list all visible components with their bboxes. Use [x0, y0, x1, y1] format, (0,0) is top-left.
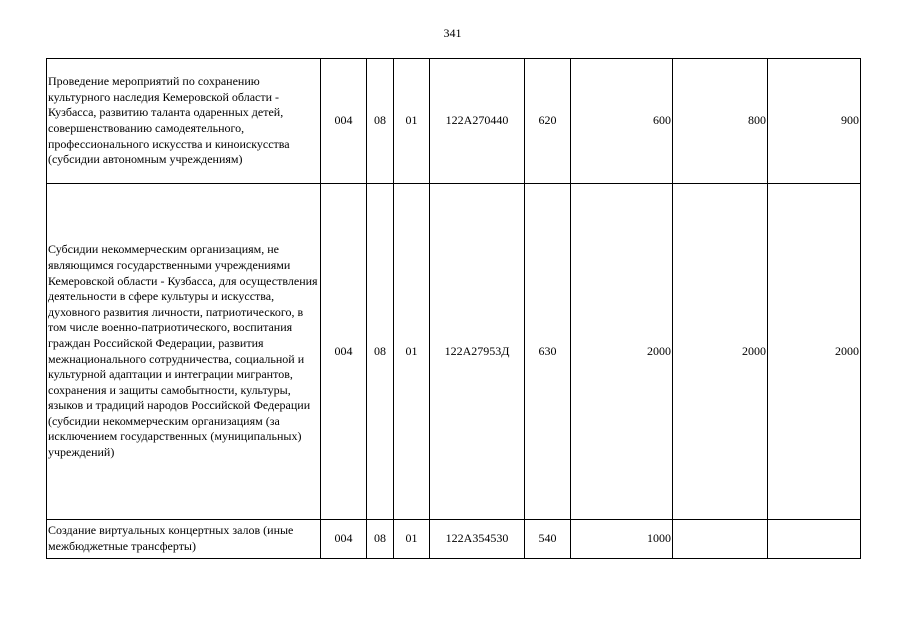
amount-year-2: 2000	[673, 184, 768, 520]
subsection-code: 01	[394, 184, 430, 520]
target-article-code: 122A27953Д	[430, 184, 525, 520]
target-article-code: 122A270440	[430, 59, 525, 184]
amount-year-1: 2000	[571, 184, 673, 520]
subsection-code: 01	[394, 520, 430, 559]
table-row	[47, 184, 861, 520]
subsection-code: 01	[394, 59, 430, 184]
expense-type-code: 630	[525, 184, 571, 520]
ministry-code: 004	[321, 184, 367, 520]
section-code: 08	[367, 520, 394, 559]
section-code: 08	[367, 184, 394, 520]
expense-type-code: 620	[525, 59, 571, 184]
budget-table	[46, 58, 861, 559]
row-description: Создание виртуальных концертных залов (иные межбюджетные трансферты)	[47, 520, 321, 559]
amount-year-1: 600	[571, 59, 673, 184]
amount-year-2	[673, 520, 768, 559]
ministry-code: 004	[321, 520, 367, 559]
table-row	[47, 59, 861, 184]
amount-year-3	[768, 520, 861, 559]
target-article-code: 122A354530	[430, 520, 525, 559]
row-description: Субсидии некоммерческим организациям, не являющимся государственными учреждениями Кемеровской области - Кузбасса, для осуществления деятельности в сфере культуры и искусства, духовного развития личности, патриотического, в том числе военно-патриотического, воспитания граждан Российской Федерации, развития межнационального сотрудничества, социальной и культурной адаптации и интеграции мигрантов, сохранения и защиты самобытности, культуры, языков и традиций народов Российской Федерации (субсидии некоммерческим организациям (за исключением государственных (муниципальных) учреждений)	[47, 184, 321, 520]
amount-year-3: 2000	[768, 184, 861, 520]
row-description: Проведение мероприятий по сохранению культурного наследия Кемеровской области - Кузбасса, развитию таланта одаренных детей, совершенствованию самодеятельного, профессионального искусства и киноискусства (субсидии автономным учреждениям)	[47, 59, 321, 184]
ministry-code: 004	[321, 59, 367, 184]
expense-type-code: 540	[525, 520, 571, 559]
amount-year-1: 1000	[571, 520, 673, 559]
page-number: 341	[443, 26, 462, 40]
section-code: 08	[367, 59, 394, 184]
amount-year-2: 800	[673, 59, 768, 184]
table-row	[47, 520, 861, 559]
amount-year-3: 900	[768, 59, 861, 184]
